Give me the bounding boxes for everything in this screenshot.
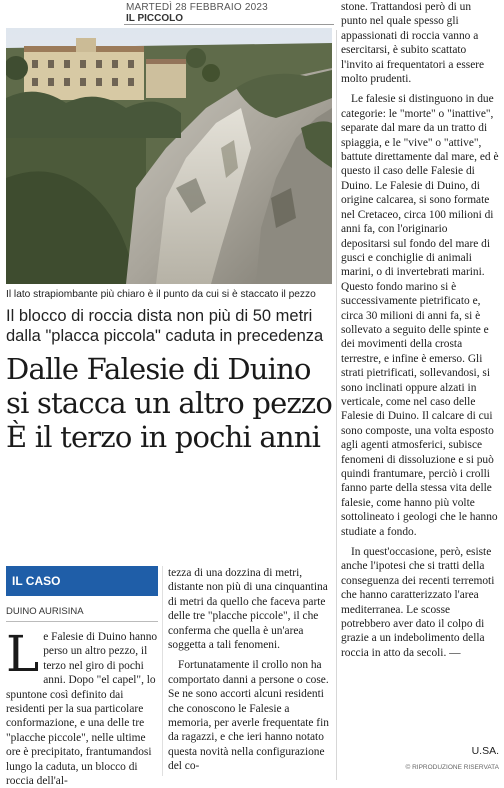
issue-date: MARTEDÌ 28 FEBBRAIO 2023 xyxy=(126,2,268,13)
article-column-2 xyxy=(168,566,330,780)
author-signature: U.SA. xyxy=(471,745,499,757)
cliff-photo xyxy=(6,28,332,284)
paragraph: In quest'occasione, però, esiste anche l'ipotesi che si tratti della conseguenza dei recenti terremoti che hanno caratterizzato l'area mediterranea. Le scosse potrebbero aver dato il colpo di grazie a un indebolimento della roccia in atto da secoli. — xyxy=(341,546,495,659)
column-divider xyxy=(336,30,337,780)
drop-cap: L xyxy=(6,625,40,683)
photo-caption: Il lato strapiombante più chiaro è il punto da cui si è staccato il pezzo xyxy=(6,289,316,300)
article-column-1 xyxy=(6,625,158,788)
paragraph: tezza di una dozzina di metri, distante non più di una cinquantina di metri da quello che faceva parte delle tre "placche piccole", il che conferma che quella è un'area soggetta a tali fenomeni. xyxy=(168,567,328,652)
rubric-label: IL CASO xyxy=(6,566,158,596)
paragraph: stone. Trattandosi però di un punto nel quale spesso gli appassionati di roccia vanno a esercitarsi, è subito scattato l'invito ai frequentatori a essere molto prudenti. xyxy=(341,1,485,86)
headline-line: Dalle Falesie di Duino xyxy=(6,352,311,386)
article-headline xyxy=(6,352,336,454)
headline-line: È il terzo in pochi anni xyxy=(6,420,321,454)
newspaper-name: IL PICCOLO xyxy=(126,13,184,24)
copyright-notice: © RIPRODUZIONE RISERVATA xyxy=(405,764,499,771)
article-kicker: Il blocco di roccia dista non più di 50 metri dalla "placca piccola" caduta in precedenza xyxy=(6,307,324,345)
article-column-3 xyxy=(341,0,499,666)
article-dateline: DUINO AURISINA xyxy=(6,606,158,622)
headline-line: si stacca un altro pezzo xyxy=(6,386,333,420)
paragraph: Fortunatamente il crollo non ha comportato danni a persone o cose. Se ne sono accorti alcuni residenti che conoscono le Falesie a memoria, per averle frequentate fin da ragazzi, e che ieri hanno notato questa novità nella configurazione del co- xyxy=(168,659,329,773)
page-header xyxy=(124,0,334,26)
paragraph: Le falesie si distinguono in due categorie: le "morte" o "inattive", separate dal mare da un tratto di spiaggia, e le "vive" o "attive", battute direttamente dal mare, ed è questo il caso delle Falesie di Duino. Le Falesie di Duino, di origine calcarea, si sono formate nel Cretaceo, circa 100 milioni di anni fa, con l'originario depositarsi sul fondo del mare di gusci e conchiglie di animali marini, o di invertebrati marini. Questo fondo marino si è successivamente pietrificato e, circa 30 milioni di anni fa, si è sollevato a seguito delle spinte e dei movimenti della crosta terrestre, e infine è emerso. Gli strati pietrificati, sollevandosi, si sono inclinati oppure alzati in verticale, come nel caso delle Falesie di Duino. Il calcare di cui sono composte, una volta esposto agli agenti atmosferici, subisce fenomeni di dissoluzione e si può quindi frantumare, perciò i crolli fanno parte della stessa vita delle falesie, come hanno più volte sottolineato i geologi che le hanno studiate a fondo. xyxy=(341,93,499,538)
column-1-text: e Falesie di Duino hanno perso un altro pezzo, il terzo nel giro di pochi anni. Dopo "el capel", lo spuntone così definito dai residenti per la sua particolare conformazione, e una delle tre "placche piccole", nelle ultime ore è precipitato, frantumandosi lungo la caduta, un blocco di roccia dell'al- xyxy=(6,631,158,788)
header-rule xyxy=(124,24,334,25)
column-divider xyxy=(162,566,163,776)
cliff-photo-illustration xyxy=(6,28,332,284)
